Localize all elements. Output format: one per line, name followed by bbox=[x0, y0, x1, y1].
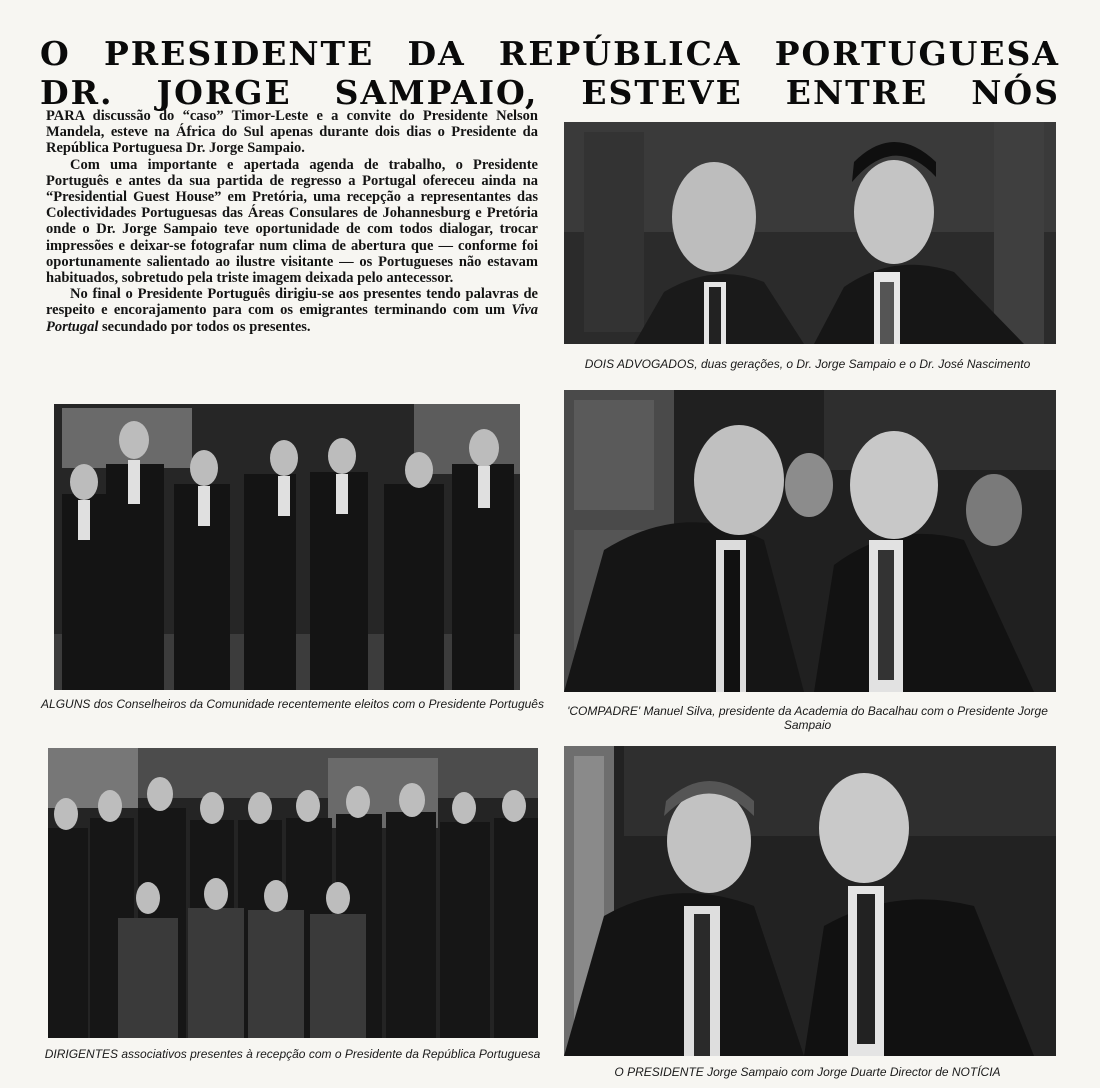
article-paragraph-3-start: No final o Presidente Português dirigiu-se aos presentes tendo palavras de respeito e encorajamento para com os emigrantes terminando com um bbox=[46, 286, 538, 319]
headline bbox=[40, 34, 1060, 112]
article-paragraph-3 bbox=[46, 286, 538, 335]
caption-conselheiros: ALGUNS dos Conselheiros da Comunidade recentemente eleitos com o Presidente Português bbox=[41, 697, 544, 711]
article-paragraph-1: PARA discussão do “caso” Timor-Leste e a convite do Presidente Nelson Mandela, esteve na África do Sul apenas durante dois dias o Presidente da República Portuguesa Dr. Jorge Sampaio. bbox=[46, 108, 538, 157]
photo-dirigentes bbox=[48, 748, 538, 1038]
article-body bbox=[46, 108, 538, 335]
article-paragraph-2: Com uma importante e apertada agenda de trabalho, o Presidente Português e antes da sua partida de regresso a Portugal ofereceu ainda na “Presidential Guest House” em Pretória, uma recepção a representantes das Colectividades Portuguesas das Áreas Consulares de Johannesburg e Pretória onde o Dr. Jorge Sampaio teve oportunidade de com todos dialogar, trocar impressões e deixar-se fotografar num clima de abertura que — conforme foi oportunamente salientado ao ilustre visitante — os Portugueses não estavam habituados, sobretudo pela triste imagem deixada pelo antecessor. bbox=[46, 156, 538, 287]
headline-line-2: DR. JORGE SAMPAIO, ESTEVE ENTRE NÓS bbox=[40, 73, 1060, 112]
photo-conselheiros bbox=[54, 404, 520, 690]
caption-advogados: DOIS ADVOGADOS, duas gerações, o Dr. Jorge Sampaio e o Dr. José Nascimento bbox=[584, 357, 1031, 371]
caption-dirigentes: DIRIGENTES associativos presentes à recepção com o Presidente da República Portuguesa bbox=[44, 1047, 541, 1061]
article-paragraph-3-end: secundado por todos os presentes. bbox=[98, 318, 311, 335]
photo-compadre bbox=[564, 390, 1056, 692]
caption-director: O PRESIDENTE Jorge Sampaio com Jorge Duarte Director de NOTÍCIA bbox=[614, 1065, 1001, 1079]
photo-advogados bbox=[564, 122, 1056, 344]
headline-line-1: O PRESIDENTE DA REPÚBLICA PORTUGUESA bbox=[40, 34, 1060, 73]
caption-compadre: 'COMPADRE' Manuel Silva, presidente da Academia do Bacalhau com o Presidente Jorge Sampaio bbox=[567, 704, 1048, 732]
viva-portugal-emphasis: Viva Portugal bbox=[46, 302, 538, 335]
photo-director bbox=[564, 746, 1056, 1056]
